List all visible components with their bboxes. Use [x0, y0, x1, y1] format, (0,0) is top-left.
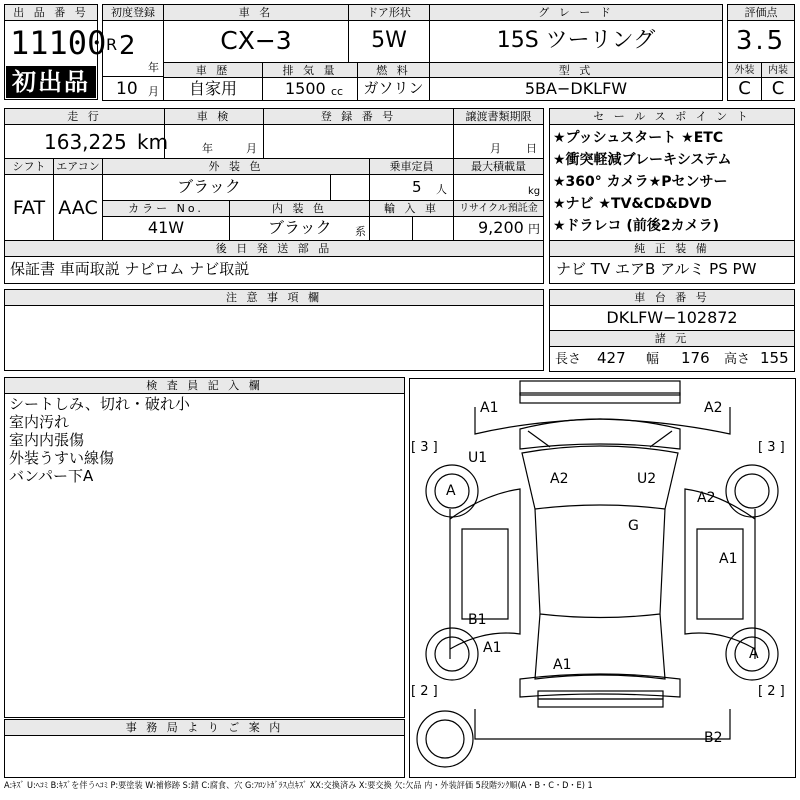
color-no-label: カラー No. — [102, 200, 230, 217]
inspector-line: 外装うすい線傷 — [9, 449, 115, 467]
sales-point: ★プッシュスタート ★ETC — [553, 130, 724, 146]
sales-point: ★ドラレコ (前後2カメラ) — [553, 218, 719, 234]
reg-month: 10 — [116, 79, 138, 99]
length: 427 — [597, 349, 626, 367]
damage-mark: U1 — [468, 450, 488, 466]
dims-label: 諸 元 — [549, 330, 795, 347]
shift: FAT — [12, 197, 46, 219]
damage-mark: [ 2 ] — [411, 684, 438, 699]
displacement-unit: cc — [331, 85, 344, 98]
lot-number: 11100 — [10, 24, 107, 62]
color: ブラック — [177, 177, 241, 196]
office-label: 事 務 局 よ り ご 案 内 — [4, 719, 405, 736]
inspector-line: バンパー下A — [9, 467, 94, 485]
height-label: 高さ — [724, 352, 751, 367]
displacement-label: 排 気 量 — [262, 62, 358, 78]
sales-point: ★ナビ ★TV&CD&DVD — [553, 196, 712, 212]
int-color-unit: 系 — [355, 225, 366, 238]
fuel-label: 燃 料 — [357, 62, 430, 78]
notes-box — [4, 305, 544, 371]
damage-mark: A1 — [719, 551, 738, 567]
door-label: ドア形状 — [348, 4, 430, 21]
shift-label: シフト — [4, 158, 54, 175]
damage-mark: A1 — [483, 640, 502, 656]
first-reg-label: 初度登録 — [102, 4, 164, 21]
car-name: CX−3 — [220, 26, 292, 55]
model: 5BA−DKLFW — [524, 79, 628, 98]
model-label: 型 式 — [429, 62, 723, 78]
ac-label: エアコン — [53, 158, 103, 175]
history: 自家用 — [188, 79, 237, 98]
first-time-badge: 初出品 — [6, 66, 96, 98]
int-color: ブラック — [268, 218, 332, 237]
fuel: ガソリン — [363, 79, 424, 97]
score: 3.5 — [735, 26, 787, 56]
recycle-unit: 円 — [528, 222, 541, 236]
damage-mark: [ 2 ] — [758, 684, 785, 699]
parts: 保証書 車両取説 ナビロム ナビ取説 — [10, 260, 250, 278]
office-box — [4, 735, 405, 778]
transfer-day-unit: 日 — [526, 142, 537, 155]
score-label: 評価点 — [727, 4, 795, 21]
length-label: 長さ — [555, 352, 582, 367]
color-label: 外 装 色 — [102, 158, 370, 175]
damage-mark: U2 — [637, 471, 657, 487]
load-unit: kg — [528, 186, 541, 197]
ext-label: 外装 — [727, 62, 762, 78]
damage-mark: A2 — [697, 490, 716, 506]
mileage: 163,225 — [44, 130, 127, 154]
era: R — [106, 35, 118, 54]
sales-point: ★衝突軽減ブレーキシステム — [553, 152, 732, 168]
damage-mark: A — [446, 483, 456, 499]
equipment: ナビ TV エアB アルミ PS PW — [556, 260, 757, 278]
ac: AAC — [58, 197, 98, 219]
int-grade: C — [771, 78, 785, 99]
lot-label: 出 品 番 号 — [4, 4, 98, 21]
height: 155 — [760, 349, 789, 367]
damage-mark: [ 3 ] — [758, 440, 785, 455]
year-unit: 年 — [148, 61, 159, 74]
history-label: 車 歴 — [163, 62, 263, 78]
reg-no-box — [263, 124, 454, 159]
inspector-label: 検 査 員 記 入 欄 — [4, 377, 405, 394]
damage-mark: A1 — [480, 400, 499, 416]
damage-mark: A1 — [553, 657, 572, 673]
damage-mark: B1 — [468, 612, 487, 628]
month-unit: 月 — [148, 85, 159, 98]
transfer-month-unit: 月 — [490, 142, 501, 155]
mileage-label: 走 行 — [4, 108, 165, 125]
import-divider — [412, 216, 413, 241]
inspector-line: 室内内張傷 — [9, 431, 85, 449]
grade-label: グ レ ー ド — [429, 4, 723, 21]
grade: 15S ツーリング — [496, 28, 656, 53]
reg-year: 2 — [119, 31, 136, 61]
inspector-line: シートしみ、切れ・破れ小 — [9, 395, 190, 413]
mileage-unit: km — [137, 130, 169, 154]
displacement: 1500 — [285, 79, 326, 98]
recycle: 9,200 — [478, 218, 524, 237]
car-name-label: 車 名 — [163, 4, 349, 21]
load-label: 最大積載量 — [453, 158, 544, 175]
inspection-label: 車 検 — [164, 108, 264, 125]
damage-mark: B2 — [704, 730, 723, 746]
dims-box — [549, 346, 795, 372]
damage-mark: A2 — [704, 400, 723, 416]
ext-grade: C — [738, 78, 751, 99]
damage-mark: A2 — [550, 471, 569, 487]
sales-points-label: セ ー ル ス ポ イ ン ト — [549, 108, 795, 125]
equipment-label: 純 正 装 備 — [549, 240, 795, 257]
damage-mark: G — [628, 518, 639, 534]
car-damage-diagram — [409, 378, 796, 778]
color-no: 41W — [147, 218, 185, 237]
width: 176 — [681, 349, 710, 367]
capacity-unit: 人 — [436, 183, 447, 196]
car-outline — [410, 379, 795, 777]
color-divider — [330, 174, 331, 201]
recycle-label: リサイクル預託金 — [453, 200, 544, 217]
int-label: 内装 — [761, 62, 795, 78]
door: 5W — [371, 28, 407, 53]
reg-no-label: 登 録 番 号 — [263, 108, 454, 125]
notes-label: 注 意 事 項 欄 — [4, 289, 544, 306]
width-label: 幅 — [646, 352, 660, 367]
sales-point: ★360° カメラ★Pセンサー — [553, 174, 728, 190]
import-label: 輸 入 車 — [369, 200, 454, 217]
capacity-label: 乗車定員 — [369, 158, 454, 175]
chassis-number: DKLFW−102872 — [606, 308, 738, 327]
transfer-label: 譲渡書類期限 — [453, 108, 544, 125]
inspection-year-unit: 年 — [202, 142, 213, 155]
damage-mark: [ 3 ] — [411, 440, 438, 455]
chassis-label: 車 台 番 号 — [549, 289, 795, 306]
int-color-label: 内 装 色 — [229, 200, 370, 217]
damage-mark: A — [749, 646, 759, 662]
inspection-month-unit: 月 — [246, 142, 257, 155]
inspector-line: 室内汚れ — [9, 413, 70, 431]
legend: A:ｷｽﾞ U:ﾍｺﾐ B:ｷｽﾞを伴うﾍｺﾐ P:要塗装 W:補修跡 S:錆 C:腐食、穴 G:ﾌﾛﾝﾄｶﾞﾗｽ点ｷｽﾞ XX:交換済み X:要交換 欠:欠品 内・外装評価 5段階ﾗﾝｸ順(A・B・C・D・E) 1 — [4, 781, 593, 791]
parts-label: 後 日 発 送 部 品 — [4, 240, 544, 257]
capacity: 5 — [412, 178, 422, 196]
